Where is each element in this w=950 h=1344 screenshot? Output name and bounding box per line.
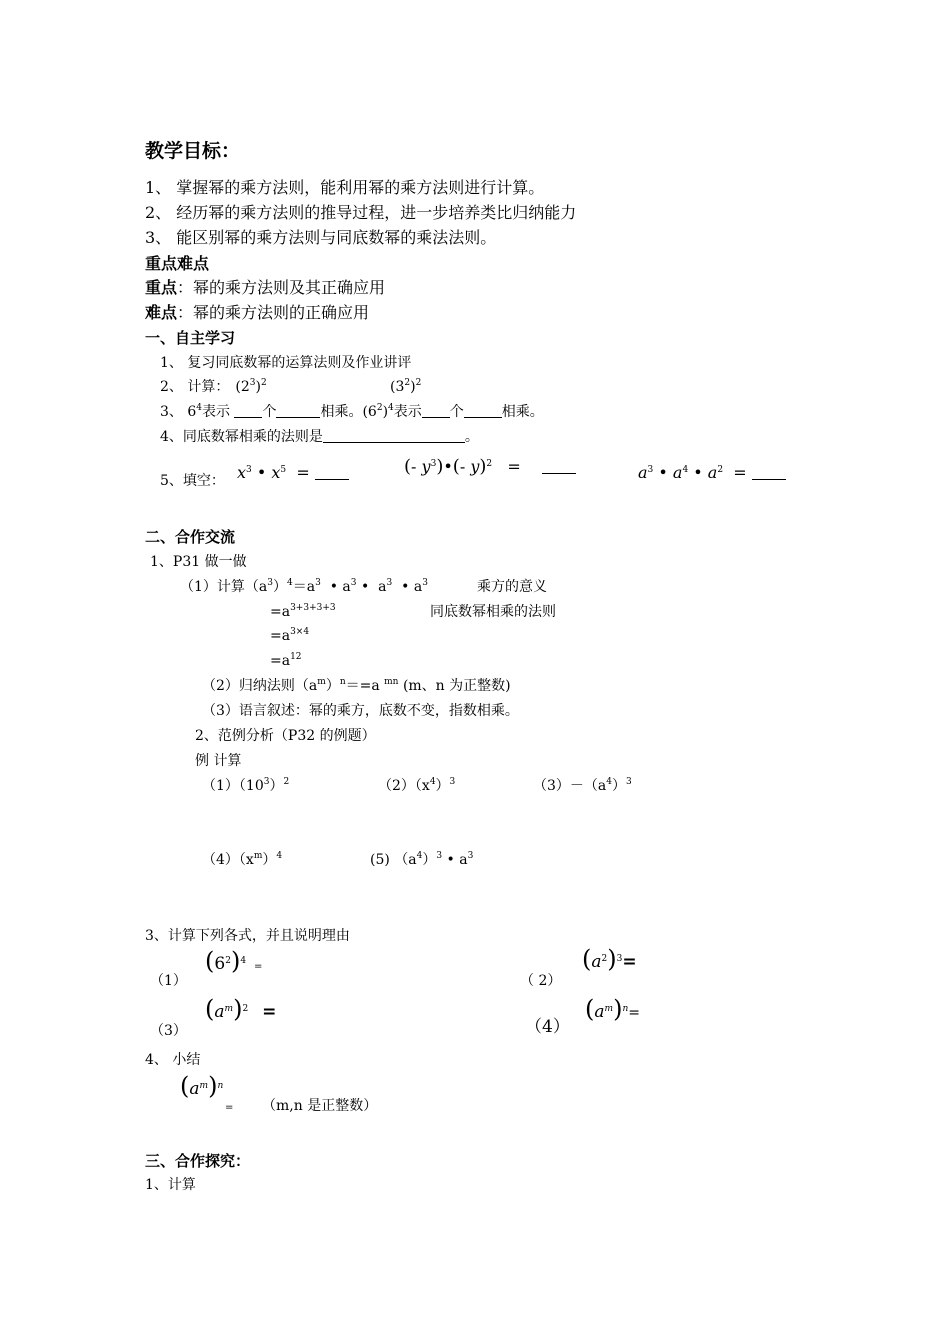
s1-item2 [160, 378, 267, 396]
step-2 [270, 627, 309, 645]
s3-title: 3、计算下列各式，并且说明理由 [145, 928, 350, 944]
summary-title: 4、 小结 [145, 1052, 201, 1068]
induce-tail: (m、n 为正整数) [402, 678, 511, 694]
example-label: 例 计算 [195, 753, 242, 769]
calc-line: （1）计算$(a^3)^4=a^3$ • $a^3$ • $a^3$ • $a^3$ [180, 578, 428, 595]
blank-3[interactable] [422, 403, 450, 418]
s1-item2-label: 2、 计算： [160, 379, 230, 395]
summary-eq: = [225, 1102, 234, 1113]
objective-2: 2、 经历幂的乘方法则的推导过程，进一步培养类比归纳能力 [145, 203, 577, 222]
example-3: $(3)-(a^4)^3$ [533, 777, 632, 794]
ex5-text: (5) （a [370, 852, 417, 868]
blank-7[interactable] [752, 465, 786, 480]
difficulty-line [145, 304, 369, 322]
s3-expr-2: $(a^2)^3=$ [582, 945, 637, 973]
step-1-base: =a [270, 604, 291, 620]
s1-item3-e: 个 [449, 404, 464, 420]
step-3-base: =a [270, 653, 291, 669]
step-3-exp: 12 [290, 652, 302, 662]
s1-item3-d: 表示 [393, 404, 422, 420]
objective-1: 1、 掌握幂的乘方法则，能利用幂的乘方法则进行计算。 [145, 178, 545, 197]
s1-item4 [160, 428, 479, 446]
fill-expr-3: $a^3$ • $a^4$ • $a^2$ = [638, 464, 786, 482]
step-2-base: =a [270, 628, 291, 644]
summary-expr: $(a^m)^n$ [180, 1072, 224, 1100]
ex2-text: （2）（x [378, 778, 430, 794]
calc-label: （1）计算（a [180, 579, 268, 595]
summary-note: （m,n 是正整数） [262, 1098, 378, 1114]
example-1: $(1)(10^3)^2$ [202, 777, 290, 794]
calc-expr-1: $(2^3)^2$ [235, 378, 267, 395]
blank-4[interactable] [464, 403, 502, 418]
focus-text: ：幂的乘方法则及其正确应用 [177, 278, 386, 297]
ex1-text: （1）（10 [202, 778, 264, 794]
s1-item3-b: 个 [262, 404, 277, 420]
s3-label-1: （1） [150, 973, 187, 989]
p31-line: 1、P31 做一做 [150, 554, 247, 570]
ex3-text: （3）－（a [533, 778, 607, 794]
s1-item4-end: 。 [464, 429, 479, 445]
s3-expr-1: $(6^2)^4$ = [205, 947, 263, 975]
blank-5[interactable] [315, 465, 349, 480]
s1-item3-c: 相乘。(6 [320, 404, 377, 420]
fill-expr-1: $x^3$ • $x^5$ = [237, 464, 349, 482]
s4-item1: 1、计算 [145, 1177, 196, 1193]
focus-label: 重点 [145, 278, 178, 297]
ex4-text: （4）（x [202, 852, 254, 868]
objective-3: 3、 能区别幂的乘方法则与同底数幂的乘法法则。 [145, 228, 497, 247]
blank-6[interactable] [542, 459, 576, 474]
s3-label-2: （ 2） [520, 973, 562, 989]
s1-item4-text: 4、同底数幂相乘的法则是 [160, 429, 323, 445]
calc-expr-2: $(3^2)^2$ [390, 378, 422, 395]
verbal-line: （3）语言叙述：幂的乘方，底数不变，指数相乘。 [202, 703, 519, 719]
section3-title: 三、合作探究： [145, 1152, 251, 1170]
focus-line [145, 279, 385, 297]
blank-1[interactable] [234, 403, 262, 418]
meaning-2: 同底数幂相乘的法则 [430, 604, 556, 620]
s1-item3: 3、 $6^4$表示 个 相乘。$(6^2)^4$表示 个 相乘。 [160, 403, 544, 420]
example-4: $(4)(x^m)^4$ [202, 851, 283, 868]
s1-item3-label: 3、 6 [160, 404, 197, 420]
s1-item3-f: 相乘。 [501, 404, 544, 420]
blank-2[interactable] [276, 403, 320, 418]
key-title: 重点难点 [145, 254, 210, 273]
step-1-exp: 3+3+3+3 [290, 603, 336, 613]
meaning-1: 乘方的意义 [477, 579, 547, 595]
s3-expr-4: $(a^m)^n=$ [585, 995, 640, 1023]
step-3 [270, 652, 302, 670]
s3-expr-3: $(a^m)^2$ = [205, 995, 277, 1023]
section2-title: 二、合作交流 [145, 528, 236, 546]
example-5: (5) $(a^4)^3$ • $a^3$ [370, 851, 474, 868]
objectives-title: 教学目标： [145, 140, 241, 162]
step-2-exp: 3×4 [290, 627, 310, 637]
s1-item5-label: 5、填空： [160, 473, 225, 489]
induce-line: （2）归纳法则$(a^m)^n==a$ $^{mn}$ (m、n 为正整数) [202, 677, 511, 694]
s3-label-4: （4） [525, 1017, 570, 1037]
difficulty-label: 难点 [145, 303, 178, 322]
example-title: 2、范例分析（P32 的例题） [195, 728, 376, 744]
section1-title: 一、自主学习 [145, 329, 236, 347]
difficulty-text: ：幂的乘方法则的正确应用 [177, 303, 370, 322]
induce-label: （2）归纳法则（a [202, 678, 318, 694]
fill-expr-2: (- $y^3)•(-$ y)$^2$ = [404, 458, 576, 476]
blank-rule[interactable] [323, 428, 465, 443]
s1-item3-a: 表示 [202, 404, 230, 420]
s3-label-3: （3） [150, 1023, 187, 1039]
example-2: $(2)(x^4)^3$ [378, 777, 456, 794]
step-1 [270, 603, 336, 621]
s1-item1: 1、 复习同底数幂的运算法则及作业讲评 [160, 355, 412, 371]
